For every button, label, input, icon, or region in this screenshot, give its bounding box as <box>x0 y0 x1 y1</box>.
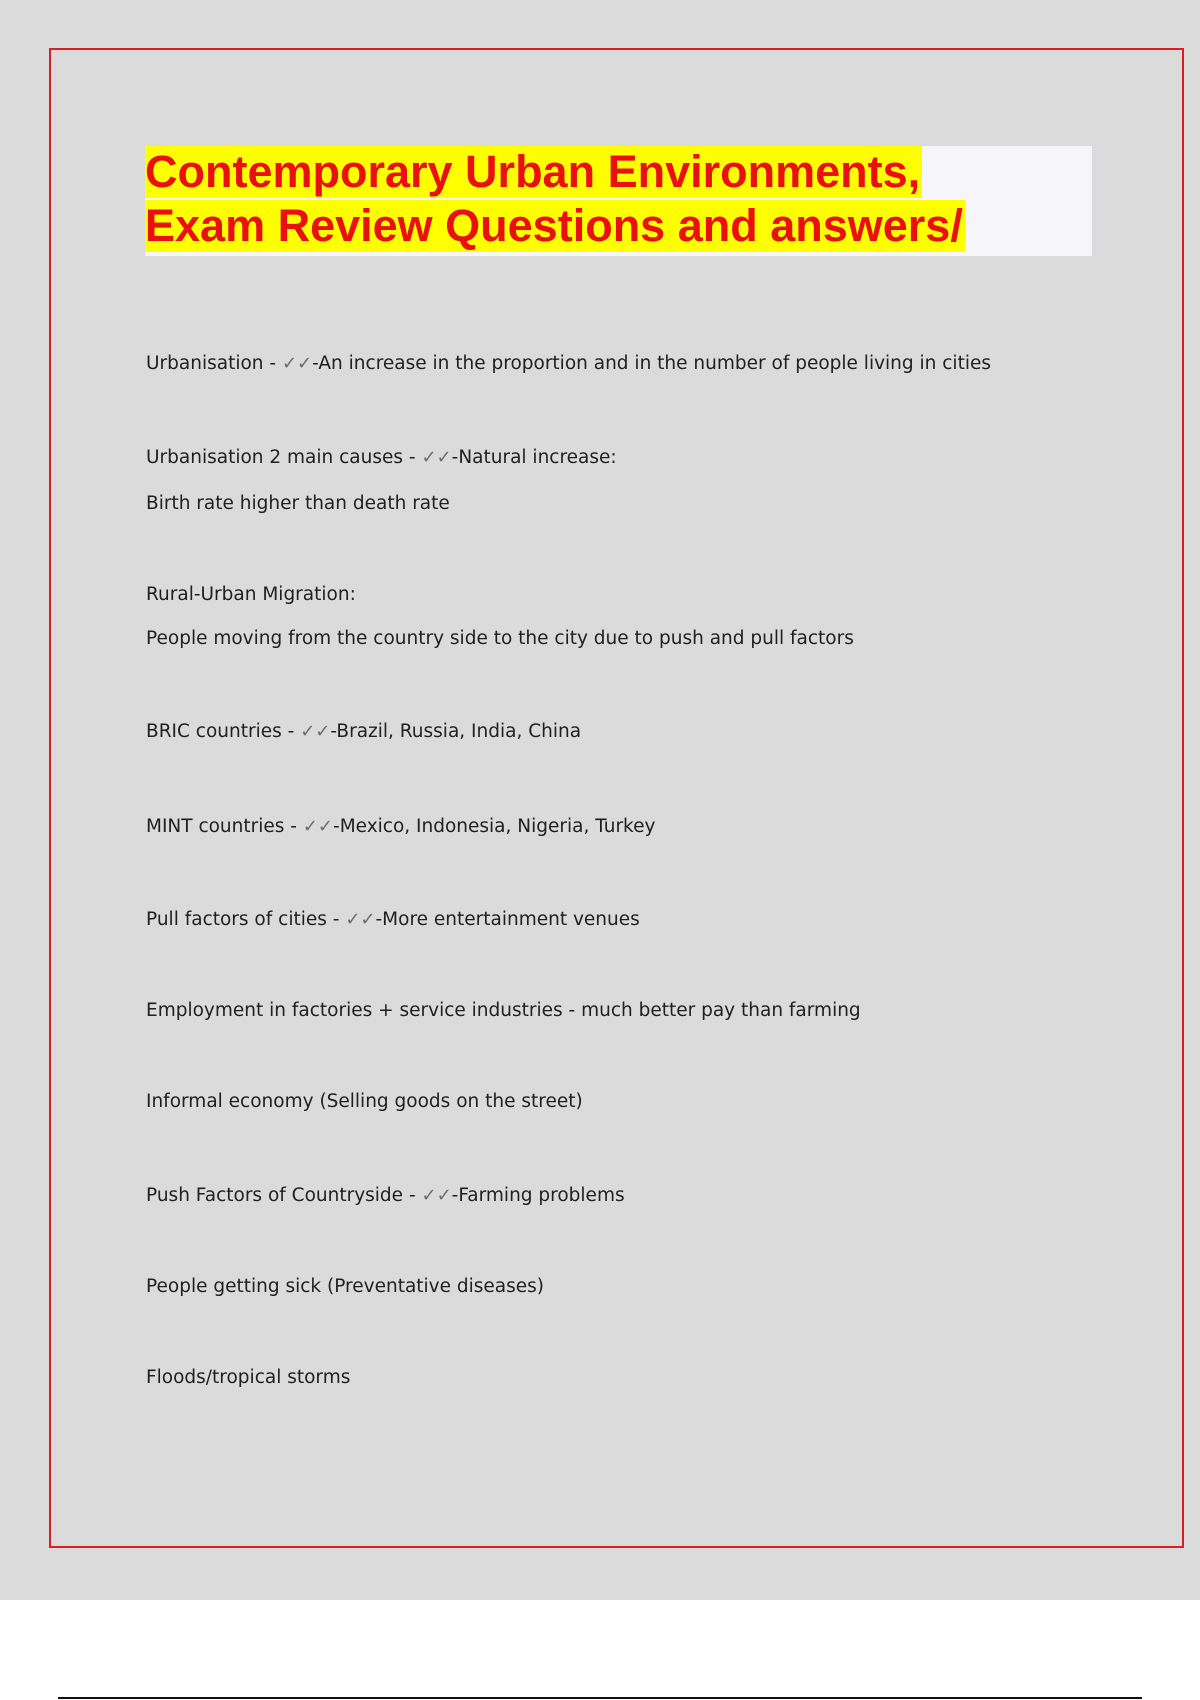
double-check-icon: ✓✓ <box>421 447 452 468</box>
entry-bric-countries <box>146 720 581 744</box>
entry-term: Urbanisation - <box>146 353 282 374</box>
entry-text-employment: Employment in factories + service industries - much better pay than farming <box>146 1000 861 1021</box>
entry-mint-countries <box>146 815 655 839</box>
title-line-2: Exam Review Questions and answers/ <box>145 200 963 251</box>
entry-text-people-moving: People moving from the country side to the city due to push and pull factors <box>146 628 854 649</box>
entry-text-rural-urban-migration: Rural-Urban Migration: <box>146 584 356 605</box>
entry-urbanisation-causes <box>146 446 617 470</box>
entry-definition: -Natural increase: <box>451 447 617 468</box>
footer-divider <box>58 1697 1142 1699</box>
double-check-icon: ✓✓ <box>302 816 334 837</box>
entry-definition: -Mexico, Indonesia, Nigeria, Turkey <box>333 816 656 837</box>
title-line-1: Contemporary Urban Environments, <box>145 146 921 197</box>
double-check-icon: ✓✓ <box>300 721 331 742</box>
title-block <box>145 146 1092 256</box>
entry-text-floods: Floods/tropical storms <box>146 1367 351 1388</box>
entry-definition: -An increase in the proportion and in the number of people living in cities <box>312 353 991 374</box>
entry-pull-factors <box>146 908 640 932</box>
entry-term: Pull factors of cities - <box>146 909 346 930</box>
double-check-icon: ✓✓ <box>345 909 376 930</box>
entry-term: Urbanisation 2 main causes - <box>146 447 422 468</box>
entry-term: BRIC countries - <box>146 721 301 742</box>
entry-definition: -Brazil, Russia, India, China <box>330 721 582 742</box>
entry-text-birth-rate: Birth rate higher than death rate <box>146 493 450 514</box>
entry-text-people-sick: People getting sick (Preventative diseases) <box>146 1276 545 1297</box>
page-frame <box>49 48 1184 1548</box>
double-check-icon: ✓✓ <box>281 353 313 374</box>
double-check-icon: ✓✓ <box>421 1185 452 1206</box>
entry-definition: -More entertainment venues <box>375 909 640 930</box>
entry-urbanisation <box>146 352 991 376</box>
entry-text-informal-economy: Informal economy (Selling goods on the street) <box>146 1091 583 1112</box>
entry-push-factors <box>146 1184 625 1208</box>
entry-term: Push Factors of Countryside - <box>146 1185 422 1206</box>
entry-term: MINT countries - <box>146 816 303 837</box>
entry-definition: -Farming problems <box>451 1185 625 1206</box>
